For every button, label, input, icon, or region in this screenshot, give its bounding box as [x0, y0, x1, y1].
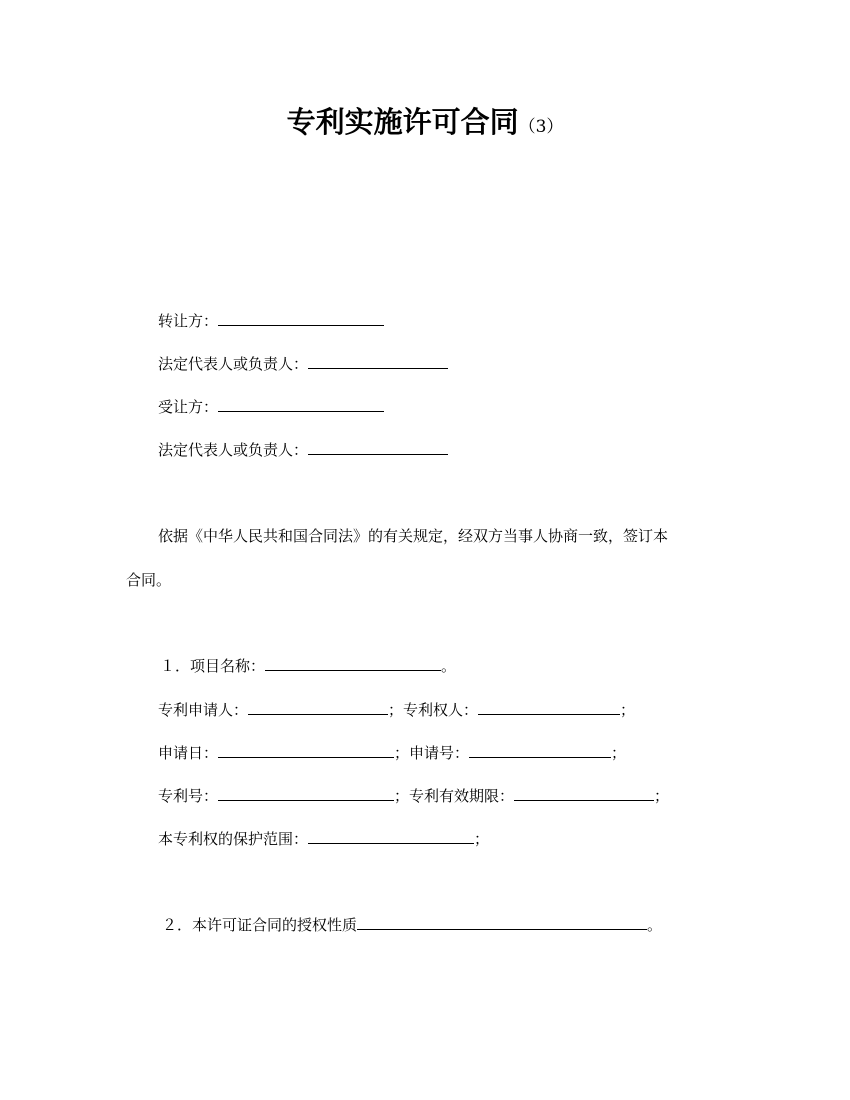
patent-no-line	[158, 786, 669, 806]
validity-label: ；专利有效期限：	[394, 787, 515, 805]
transferor-rep-label: 法定代表人或负责人：	[158, 355, 309, 373]
validity-end: ；	[654, 787, 670, 805]
application-no-blank[interactable]	[469, 743, 611, 758]
transferee-label: 受让方：	[158, 398, 219, 416]
project-name-blank[interactable]	[265, 656, 441, 671]
project-name-line	[160, 656, 456, 676]
transferor-line	[158, 311, 384, 331]
transferor-rep-line	[158, 354, 448, 374]
scope-label: 本专利权的保护范围：	[158, 830, 309, 848]
applicant-blank[interactable]	[248, 700, 388, 715]
application-no-label: ；申请号：	[394, 744, 470, 762]
validity-blank[interactable]	[514, 786, 654, 801]
transferee-blank[interactable]	[218, 397, 384, 412]
transferor-label: 转让方：	[158, 312, 219, 330]
nature-blank[interactable]	[357, 915, 647, 930]
transferee-rep-blank[interactable]	[308, 440, 448, 455]
nature-label: ２．本许可证合同的授权性质	[162, 916, 358, 934]
holder-blank[interactable]	[478, 700, 620, 715]
document-title	[0, 100, 850, 141]
scope-blank[interactable]	[308, 829, 474, 844]
project-name-label: １．项目名称：	[160, 657, 266, 675]
preamble-line-2: 合同。	[126, 571, 172, 589]
nature-line	[162, 915, 662, 935]
transferor-blank[interactable]	[218, 311, 384, 326]
filing-date-blank[interactable]	[218, 743, 394, 758]
scope-line	[158, 829, 489, 849]
patent-no-label: 专利号：	[158, 787, 219, 805]
transferee-rep-label: 法定代表人或负责人：	[158, 441, 309, 459]
applicant-label: 专利申请人：	[158, 701, 249, 719]
project-name-end: 。	[441, 657, 457, 675]
title-main: 专利实施许可合同	[286, 105, 519, 139]
patent-no-blank[interactable]	[218, 786, 394, 801]
transferee-rep-line	[158, 440, 448, 460]
nature-end: 。	[647, 916, 663, 934]
holder-end: ；	[620, 701, 636, 719]
application-no-end: ；	[611, 744, 627, 762]
transferee-line	[158, 397, 384, 417]
applicant-line	[158, 700, 635, 720]
scope-end: ；	[474, 830, 490, 848]
title-sub: （3）	[518, 117, 564, 137]
transferor-rep-blank[interactable]	[308, 354, 448, 369]
holder-label: ；专利权人：	[388, 701, 479, 719]
preamble-line-1: 依据《中华人民共和国合同法》的有关规定，经双方当事人协商一致，签订本	[158, 527, 669, 545]
filing-line	[158, 743, 626, 763]
filing-date-label: 申请日：	[158, 744, 219, 762]
